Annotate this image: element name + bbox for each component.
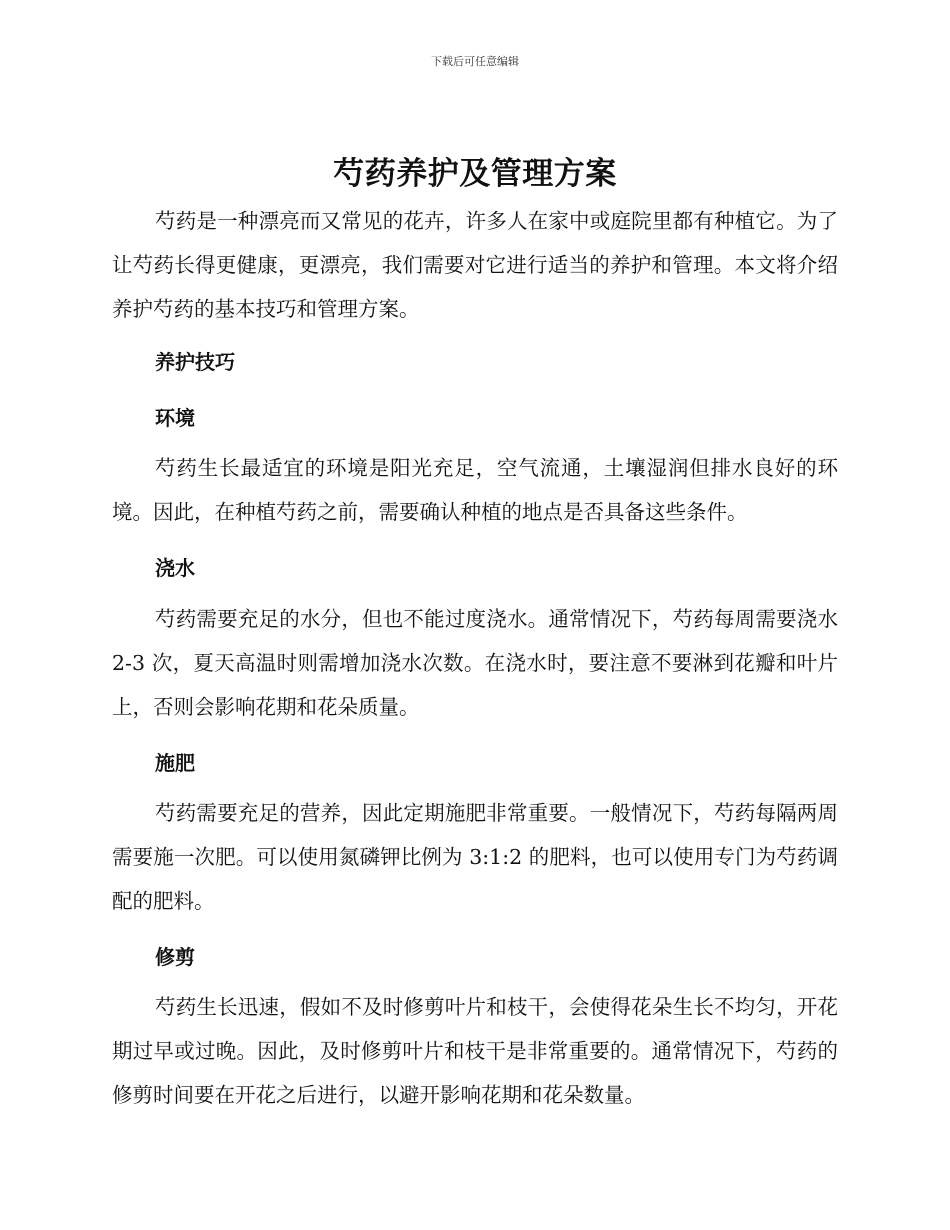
subheading-pruning: 修剪 [155,945,195,969]
paragraph-fertilizing: 芍药需要充足的营养，因此定期施肥非常重要。一般情况下，芍药每隔两周需要施一次肥。可以使用氮磷钾比例为 3:1:2 的肥料，也可以使用专门为芍药调配的肥料。 [112,801,838,913]
document-title: 芍药养护及管理方案 [333,156,617,192]
paragraph-watering: 芍药需要充足的水分，但也不能过度浇水。通常情况下，芍药每周需要浇水 2-3 次，夏天高温时则需增加浇水次数。在浇水时，要注意不要淋到花瓣和叶片上，否则会影响花期和花朵质量。 [112,607,838,719]
subheading-fertilizing: 施肥 [155,751,195,775]
subheading-watering: 浇水 [155,556,195,580]
header-note: 下载后可任意编辑 [431,55,519,68]
section-heading-care-tips: 养护技巧 [155,350,235,374]
paragraph-environment: 芍药生长最适宜的环境是阳光充足，空气流通，土壤湿润但排水良好的环境。因此，在种植芍药之前，需要确认种植的地点是否具备这些条件。 [112,456,838,524]
intro-paragraph: 芍药是一种漂亮而又常见的花卉，许多人在家中或庭院里都有种植它。为了让芍药长得更健康，更漂亮，我们需要对它进行适当的养护和管理。本文将介绍养护芍药的基本技巧和管理方案。 [112,209,838,321]
subheading-environment: 环境 [155,406,195,430]
paragraph-pruning: 芍药生长迅速，假如不及时修剪叶片和枝干，会使得花朵生长不均匀，开花期过早或过晚。因此，及时修剪叶片和枝干是非常重要的。通常情况下，芍药的修剪时间要在开花之后进行，以避开影响花期和花朵数量。 [112,995,838,1107]
